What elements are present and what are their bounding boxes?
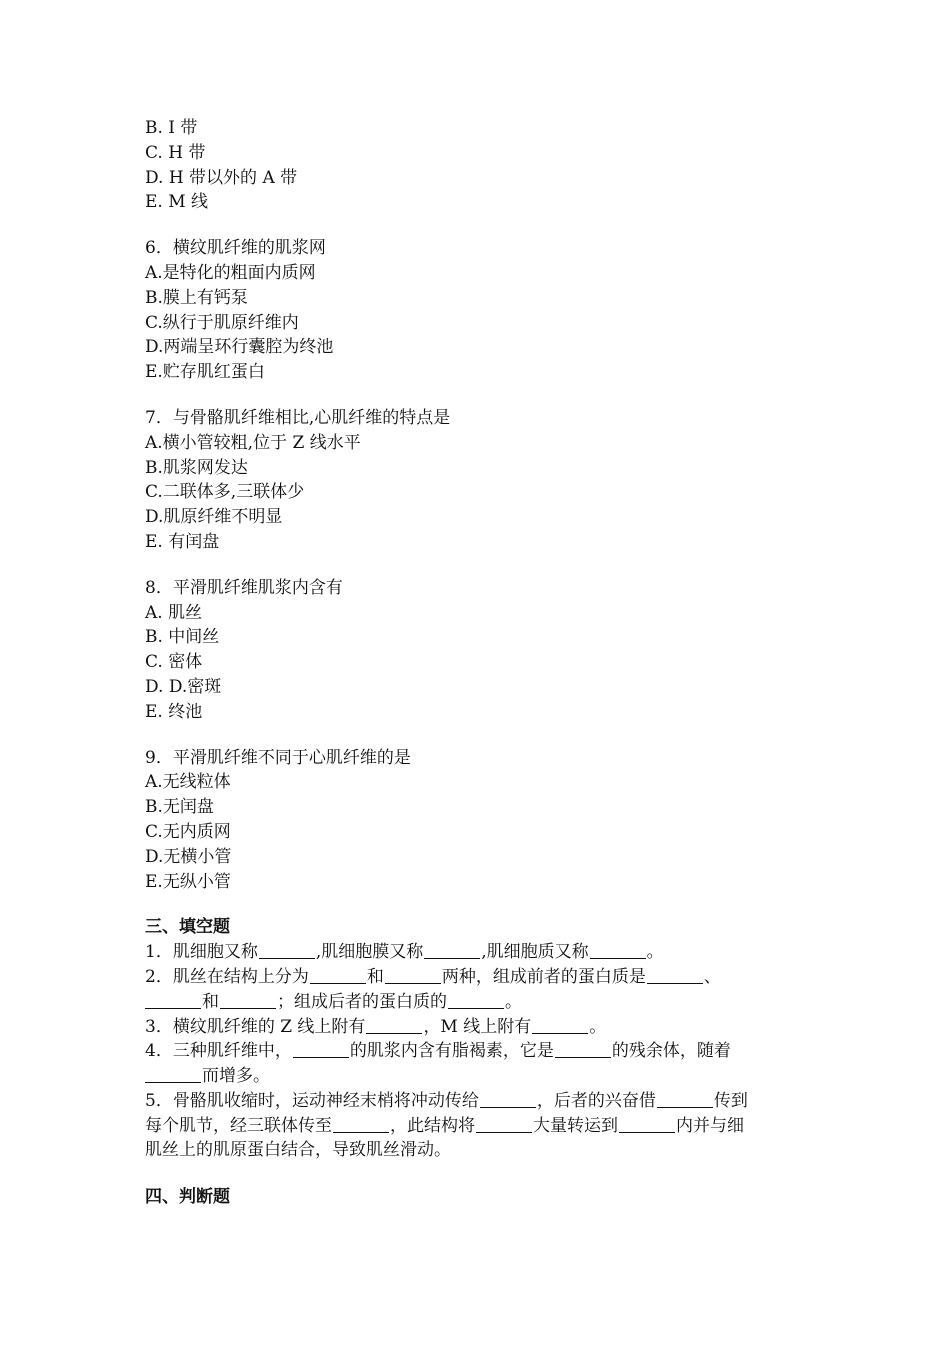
option-c: C.无内质网 — [145, 821, 231, 842]
blank-line — [366, 1015, 422, 1034]
fill-text: 3．横纹肌纤维的 Z 线上附有 — [145, 1016, 366, 1037]
fill-question-5 — [145, 1089, 825, 1114]
fill-text: 5．骨骼肌收缩时，运动神经末梢将冲动传给 — [145, 1090, 479, 1111]
fill-text: ,肌细胞膜又称 — [315, 942, 424, 963]
fill-text: ，此结构将 — [390, 1115, 475, 1136]
blank-line — [590, 940, 646, 959]
fill-text: ，M 线上附有 — [423, 1016, 532, 1037]
fill-text: 。 — [646, 942, 664, 963]
blank-line — [310, 965, 366, 984]
fill-text: 2．肌丝在结构上分为 — [145, 966, 309, 987]
option-d: D. D.密斑 — [145, 676, 222, 697]
fill-text: 传到 — [713, 1090, 748, 1111]
fill-text: 大量转运到 — [533, 1115, 618, 1136]
option-c: C.纵行于肌原纤维内 — [145, 312, 299, 333]
option-c: C.二联体多,三联体少 — [145, 482, 305, 503]
option-b: B. I 带 — [145, 118, 198, 138]
fill-text: 和 — [366, 966, 384, 987]
option-e: E. 有闰盘 — [145, 531, 220, 552]
fill-text: ；组成后者的蛋白质的 — [277, 991, 447, 1012]
fill-text: ,肌细胞质又称 — [481, 942, 589, 963]
blank-line — [145, 1064, 201, 1083]
fill-question-5-cont — [145, 1114, 825, 1139]
blank-line — [145, 990, 201, 1009]
fill-text: 肌丝上的肌原蛋白结合，导致肌丝滑动。 — [145, 1140, 451, 1161]
option-e: E. 终池 — [145, 701, 203, 722]
document-page — [145, 116, 825, 1210]
option-b: B.肌浆网发达 — [145, 457, 248, 478]
option-a: A.横小管较粗,位于 Z 线水平 — [145, 432, 361, 453]
option-c: C. 密体 — [145, 652, 203, 673]
fill-text: 。 — [505, 991, 522, 1012]
blank-line — [333, 1114, 389, 1133]
fill-text: 两种，组成前者的蛋白质是 — [441, 966, 646, 987]
fill-in-section — [145, 915, 825, 1163]
option-d: D.无横小管 — [145, 846, 232, 867]
option-a: A.是特化的粗面内质网 — [145, 262, 316, 283]
fill-text: ，后者的兴奋借 — [536, 1090, 656, 1111]
question-stem: 6．横纹肌纤维的肌浆网 — [145, 238, 326, 259]
question-9 — [145, 746, 825, 895]
blank-line — [647, 965, 703, 984]
option-b: B.无闰盘 — [145, 797, 214, 818]
blank-line — [532, 1015, 588, 1034]
option-b: B.膜上有钙泵 — [145, 287, 248, 308]
fill-question-2 — [145, 965, 825, 990]
option-e: E. M 线 — [145, 192, 209, 213]
option-a: A. 肌丝 — [145, 602, 203, 623]
fill-text: 。 — [589, 1016, 607, 1037]
fill-text: 和 — [202, 991, 219, 1012]
fill-question-5-cont2 — [145, 1138, 825, 1163]
question-stem: 7．与骨骼肌纤维相比,心肌纤维的特点是 — [145, 407, 451, 428]
question-5-options — [145, 116, 825, 215]
blank-line — [259, 940, 315, 959]
fill-question-1 — [145, 940, 825, 965]
option-e: E.无纵小管 — [145, 871, 231, 892]
section-heading-fill: 三、填空题 — [145, 917, 230, 938]
blank-line — [220, 990, 276, 1009]
option-d: D. H 带以外的 A 带 — [145, 167, 298, 188]
blank-line — [293, 1039, 349, 1058]
fill-text: 每个肌节，经三联体传至 — [145, 1115, 332, 1136]
section-heading-judge: 四、判断题 — [145, 1187, 230, 1208]
fill-text: 的肌浆内含有脂褐素，它是 — [349, 1041, 554, 1062]
option-c: C. H 带 — [145, 142, 206, 163]
blank-line — [619, 1114, 675, 1133]
blank-line — [657, 1089, 713, 1108]
blank-line — [555, 1039, 611, 1058]
question-6 — [145, 236, 825, 385]
fill-question-3 — [145, 1015, 825, 1040]
fill-text: 4．三种肌纤维中， — [145, 1041, 292, 1062]
fill-text: 的残余体，随着 — [611, 1041, 731, 1062]
question-7 — [145, 406, 825, 555]
fill-question-2-cont — [145, 990, 825, 1015]
option-e: E.贮存肌红蛋白 — [145, 362, 265, 383]
blank-line — [448, 990, 504, 1009]
blank-line — [476, 1114, 532, 1133]
option-d: D.肌原纤维不明显 — [145, 507, 283, 528]
question-stem: 9．平滑肌纤维不同于心肌纤维的是 — [145, 747, 411, 768]
fill-text: 而增多。 — [202, 1066, 270, 1087]
blank-line — [480, 1089, 536, 1108]
fill-question-4 — [145, 1039, 825, 1064]
question-8 — [145, 576, 825, 725]
fill-text: 内并与细 — [676, 1115, 744, 1136]
fill-text: 、 — [703, 966, 721, 987]
blank-line — [385, 965, 441, 984]
option-d: D.两端呈环行囊腔为终池 — [145, 337, 334, 358]
option-a: A.无线粒体 — [145, 772, 231, 793]
question-stem: 8．平滑肌纤维肌浆内含有 — [145, 577, 343, 598]
fill-text: 1．肌细胞又称 — [145, 942, 258, 963]
option-b: B. 中间丝 — [145, 627, 220, 648]
fill-question-4-cont — [145, 1064, 825, 1089]
blank-line — [424, 940, 480, 959]
